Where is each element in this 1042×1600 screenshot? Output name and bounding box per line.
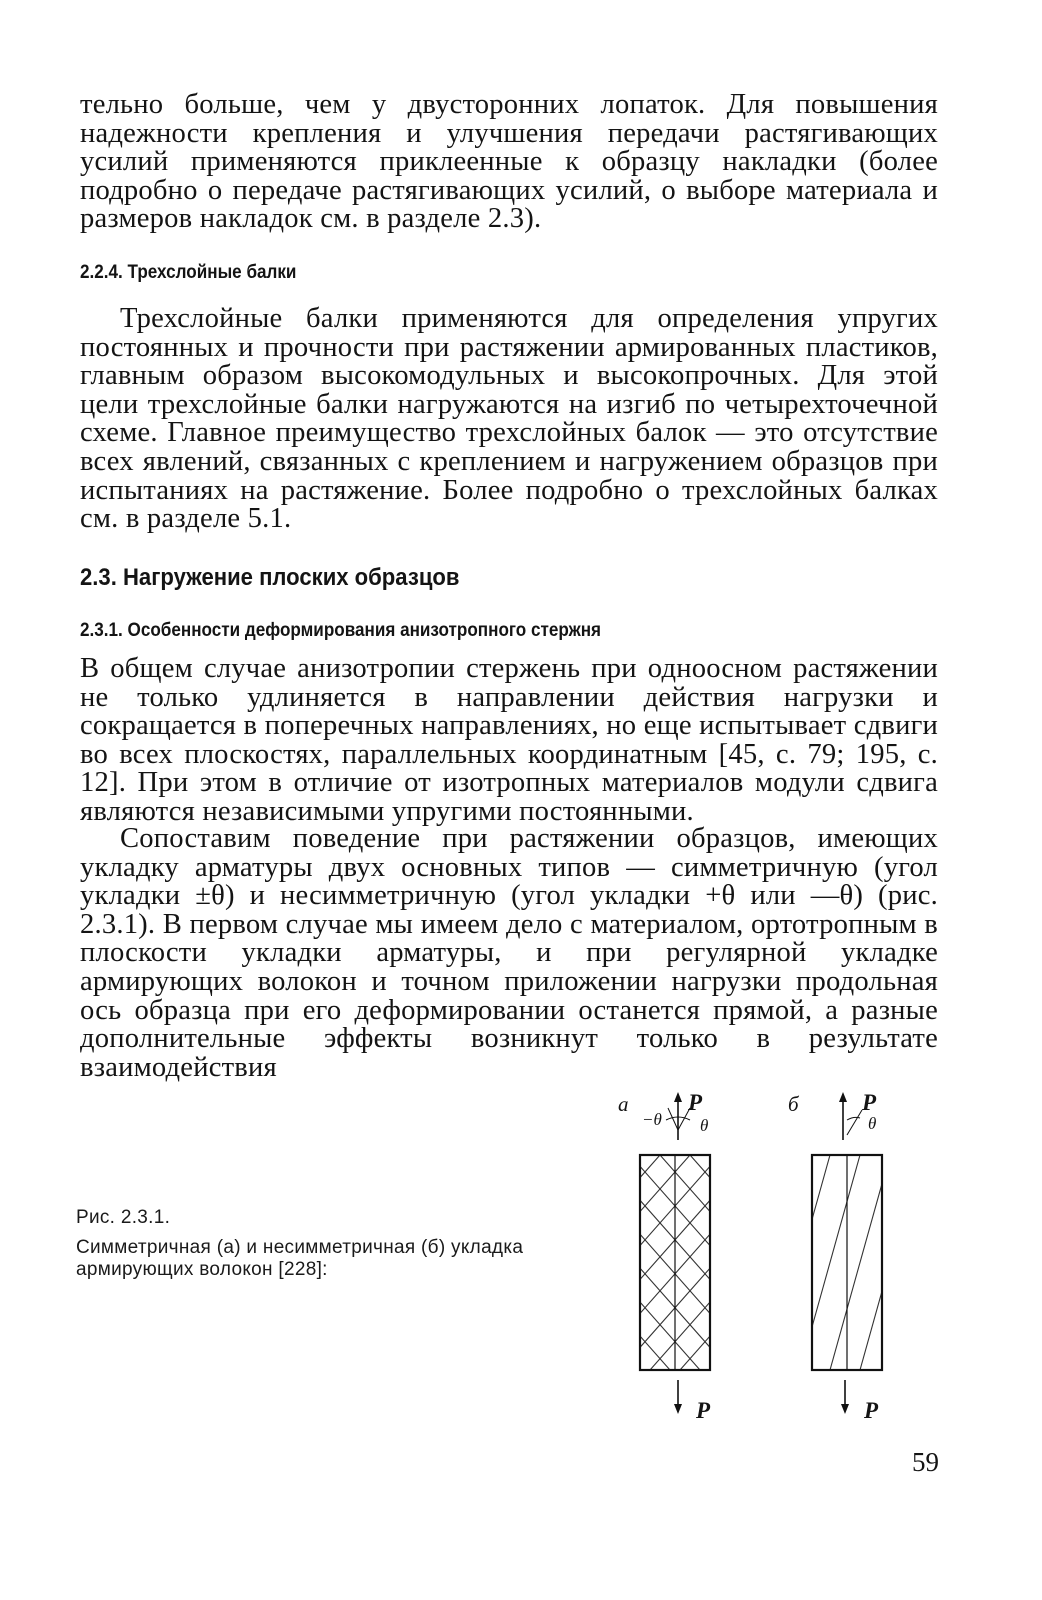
panel-b-label: б	[788, 1092, 799, 1116]
paragraph-anisotropy: В общем случае анизотропии стержень при одноосном растяжении не только удлиняется в направлении действия нагрузки и сокращается в поперечных направлениях, но еще испытывает сдвиги во всех плоскостях, параллельных координатным [45, с. 79; 195, с. 12]. При этом в отличие от изотропных материалов модули сдвига являются независимыми упругими постоянными.	[80, 653, 938, 827]
figure-2-3-1	[600, 1080, 920, 1440]
paragraph-sandwich-beams: Трехслойные балки применяются для определения упругих постоянных и прочности при растяжении армированных пластиков, главным образом высокомодульных и высокопрочных. Для этой цели трехслойные балки нагружаются на изгиб по четырехточечной схеме. Главное преимущество трехслойных балок — это отсутствие всех явлений, связанных с креплением и нагружением образцов при испытаниях на растяжение. Более подробно о трехслойных балках см. в разделе 5.1.	[80, 303, 938, 535]
load-label-b-bottom: P	[864, 1398, 879, 1423]
figure-caption-text: Симметричная (а) и несимметричная (б) укладка армирующих волокон [228]:	[76, 1237, 524, 1280]
section-heading-2-2-4: 2.2.4. Трехслойные балки	[80, 262, 297, 283]
load-label-a-top: P	[688, 1090, 703, 1115]
load-label-a-bottom: P	[696, 1398, 711, 1423]
theta-label-a: θ	[700, 1116, 709, 1135]
specimen-a-symmetric	[600, 1092, 900, 1414]
figure-caption-number: Рис. 2.3.1.	[76, 1207, 171, 1228]
neg-theta-label: −θ	[642, 1110, 662, 1129]
paragraph-comparison: Сопоставим поведение при растяжении образцов, имеющих укладку арматуры двух основных типов — симметричную (угол укладки ±θ) и несимметричную (угол укладки +θ или —θ) (рис. 2.3.1). В первом случае мы имеем дело с материалом, ортотропным в плоскости укладки арматуры, и при регулярной укладке армирующих волокон и точном приложении нагрузки продольная ось образца при его деформировании останется прямой, а разные дополнительные эффекты возникнут только в результате взаимодействия	[80, 823, 938, 1083]
load-label-b-top: P	[862, 1090, 877, 1115]
panel-a-label: а	[618, 1092, 629, 1116]
fiber-layup-diagram	[600, 1080, 920, 1440]
specimen-b-asymmetric	[740, 1092, 920, 1414]
section-heading-2-3-1: 2.3.1. Особенности деформирования анизотропного стержня	[80, 620, 602, 641]
section-heading-2-3: 2.3. Нагружение плоских образцов	[80, 564, 460, 591]
page-number: 59	[912, 1447, 939, 1477]
theta-label-b: θ	[868, 1114, 877, 1133]
paragraph-continuation: тельно больше, чем у двусторонних лопаток. Для повышения надежности крепления и улучшения передачи растягивающих усилий применяются приклеенные к образцу накладки (более подробно о передаче растягивающих усилий, о выборе материала и размеров накладок см. в разделе 2.3).	[80, 89, 938, 235]
figure-caption	[76, 1207, 596, 1281]
